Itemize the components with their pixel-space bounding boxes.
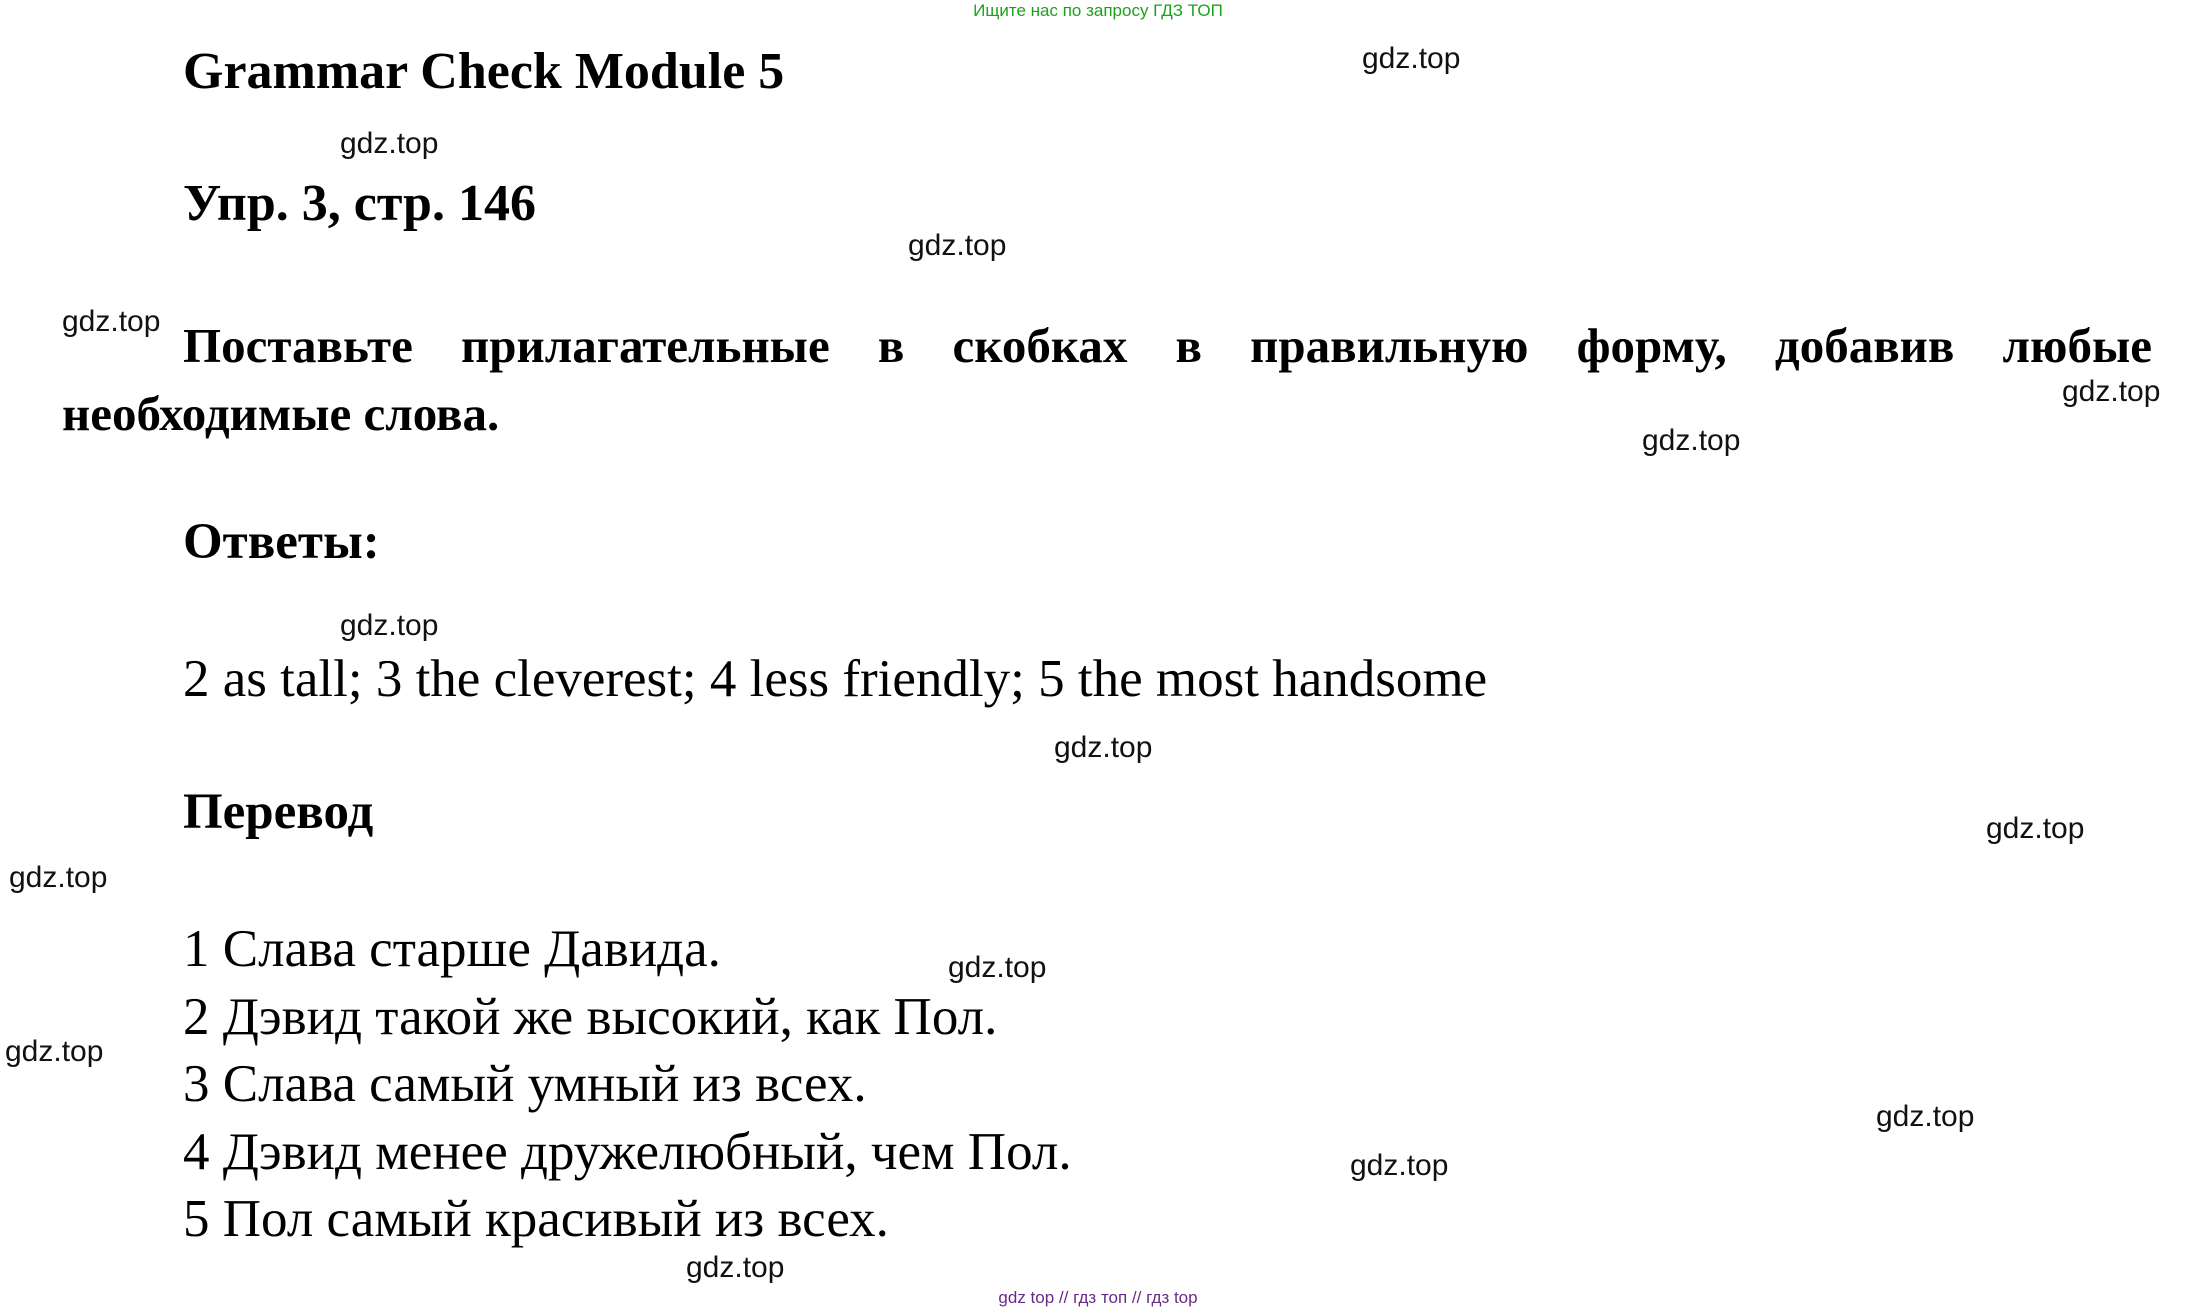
page-title: Grammar Check Module 5 bbox=[183, 43, 785, 100]
watermark: gdz.top bbox=[340, 609, 439, 642]
instruction-text: Поставьте прилагательные в скобках в правильную форму, добавив любые необходимые слова. bbox=[62, 318, 2152, 441]
exercise-heading: Упр. 3, стр. 146 bbox=[183, 175, 536, 232]
watermark: gdz.top bbox=[908, 229, 1007, 262]
top-banner-link[interactable]: Ищите нас по запросу ГДЗ ТОП bbox=[973, 1, 1223, 20]
watermark: gdz.top bbox=[340, 127, 439, 160]
watermark: gdz.top bbox=[5, 1035, 104, 1068]
watermark: gdz.top bbox=[62, 305, 161, 338]
watermark: gdz.top bbox=[1986, 812, 2085, 845]
watermark: gdz.top bbox=[1642, 424, 1741, 457]
answers-text: 2 as tall; 3 the cleverest; 4 less friendly; 5 the most handsome bbox=[183, 650, 1488, 708]
translation-heading: Перевод bbox=[183, 784, 374, 840]
translation-line-3: 3 Слава самый умный из всех. bbox=[183, 1055, 867, 1113]
watermark: gdz.top bbox=[686, 1251, 785, 1284]
watermark: gdz.top bbox=[948, 951, 1047, 984]
watermark: gdz.top bbox=[1876, 1100, 1975, 1133]
translation-line-4: 4 Дэвид менее дружелюбный, чем Пол. bbox=[183, 1122, 1072, 1181]
translation-line-2: 2 Дэвид такой же высокий, как Пол. bbox=[183, 987, 998, 1046]
translation-line-1: 1 Слава старше Давида. bbox=[183, 920, 721, 978]
translation-line-5: 5 Пол самый красивый из всех. bbox=[183, 1190, 889, 1248]
bottom-banner-link[interactable]: gdz top // гдз топ // гдз top bbox=[998, 1288, 1198, 1307]
watermark: gdz.top bbox=[2062, 375, 2161, 408]
answers-heading: Ответы: bbox=[183, 514, 380, 570]
translation-list bbox=[183, 916, 1072, 1254]
watermark: gdz.top bbox=[1350, 1149, 1449, 1182]
watermark: gdz.top bbox=[1362, 42, 1461, 75]
watermark: gdz.top bbox=[9, 861, 108, 894]
watermark: gdz.top bbox=[1054, 731, 1153, 764]
